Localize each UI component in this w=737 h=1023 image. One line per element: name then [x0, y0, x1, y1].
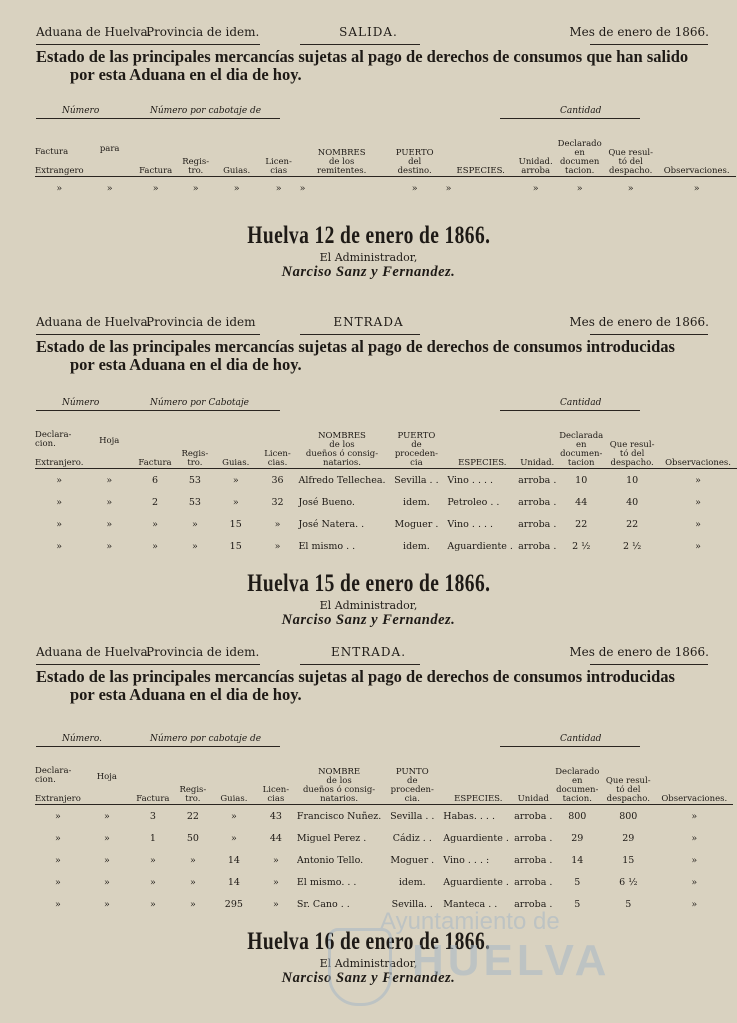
table-cell: »	[445, 182, 452, 194]
title-line-1: Estado de las principales mercancías sujetas al pago de derechos de consumos introducidas	[36, 337, 675, 356]
signature-place-date	[0, 222, 737, 250]
table-cell: 44	[575, 496, 588, 508]
table-cell: Moguer .	[390, 854, 435, 866]
table-cell: »	[56, 540, 63, 552]
table-cell: 14	[227, 854, 240, 866]
column-group-g1: Número	[62, 398, 100, 408]
column-header-top: Declara- cion.	[35, 430, 72, 449]
column-header-label: Que resul- tó del despacho.	[609, 440, 655, 468]
table-cell: »	[191, 540, 198, 552]
signature-block	[0, 222, 737, 281]
table-cell: 5	[574, 898, 581, 910]
table-cell: 22	[186, 810, 199, 822]
table-cell: arroba .	[514, 898, 553, 910]
merchandise-table	[35, 120, 736, 199]
province: Provincia de idem.	[146, 25, 260, 39]
section-2	[0, 312, 737, 374]
table-cell: 22	[575, 518, 588, 530]
column-header	[659, 412, 737, 469]
table-cell: 1	[149, 832, 156, 844]
table-cell: »	[299, 182, 306, 194]
table-cell: 3	[149, 810, 156, 822]
table-cell: Habas. . . .	[443, 810, 495, 822]
signature-role: El Administrador,	[319, 251, 418, 264]
table-cell: arroba .	[518, 496, 557, 508]
table-cell: »	[56, 518, 63, 530]
column-group-g3: Cantidad	[560, 398, 602, 408]
watermark-line2: HUELVA	[412, 936, 611, 985]
table-cell: Vino . . . :	[443, 854, 490, 866]
column-header	[446, 120, 516, 177]
title-line-1: Estado de las principales mercancías sujetas al pago de derechos de consumos introducidas	[36, 667, 675, 686]
table-cell: 5	[574, 876, 581, 888]
table-cell: Miguel Perez .	[296, 832, 367, 844]
column-header	[655, 748, 733, 805]
table-row	[35, 177, 736, 200]
column-header-label: Unidad. arroba	[518, 157, 553, 176]
section-1	[0, 22, 737, 84]
table-cell: »	[103, 810, 110, 822]
table-cell: 50	[186, 832, 199, 844]
title-line-2: por esta Aduana en el dia de hoy.	[70, 65, 302, 84]
place-date: Huelva 16 de enero de 1866.	[246, 928, 491, 955]
table-cell: arroba .	[518, 540, 557, 552]
table-cell: »	[272, 854, 279, 866]
table-cell: Sevilla. .	[391, 898, 433, 910]
table-cell: »	[627, 182, 634, 194]
column-header-label: Licen- cias	[265, 157, 292, 176]
column-header-label: Observaciones.	[665, 458, 731, 468]
table-cell: 36	[271, 474, 284, 486]
column-header	[133, 748, 173, 805]
watermark-line1: Ayuntamiento de	[380, 908, 560, 935]
column-header	[516, 120, 556, 177]
column-header	[175, 412, 215, 469]
column-header-label: ESPECIES.	[456, 166, 505, 176]
column-header-label: Factura	[139, 166, 173, 176]
table-cell: Francisco Nuñez.	[296, 810, 382, 822]
column-group-g1: Número	[62, 106, 100, 116]
table-cell: Antonio Tello.	[296, 854, 364, 866]
column-header-top: Hoja	[99, 436, 120, 446]
header-rule	[36, 664, 260, 665]
column-header	[255, 748, 297, 805]
title-line-2: por esta Aduana en el dia de hoy.	[70, 685, 302, 704]
column-header-label: Unidad.	[520, 458, 555, 468]
column-header-label: Guias.	[220, 794, 248, 804]
table-cell: »	[149, 898, 156, 910]
table-cell: »	[55, 854, 61, 866]
column-group-g1: Número.	[62, 734, 102, 744]
column-header	[601, 748, 655, 805]
table-cell: »	[192, 182, 199, 194]
table-cell: »	[691, 810, 698, 822]
column-group-rule	[120, 746, 280, 747]
table-cell: 43	[269, 810, 282, 822]
table-cell: 15	[622, 854, 635, 866]
table-cell: »	[56, 182, 63, 194]
table-cell: Sr. Cano . .	[296, 898, 350, 910]
table-cell: 10	[626, 474, 639, 486]
table-cell: arroba .	[514, 832, 553, 844]
table-cell: »	[103, 876, 110, 888]
column-header	[216, 120, 258, 177]
table-cell: »	[232, 474, 239, 486]
table-cell: »	[532, 182, 539, 194]
column-header-label: Regis- tro.	[182, 157, 210, 176]
title-line-1: Estado de las principales mercancías sujetas al pago de derechos de consumos que han salido	[36, 47, 689, 66]
table-cell: »	[56, 474, 63, 486]
column-header-label: Declarada en documen- tacion	[559, 431, 604, 468]
table-cell: »	[152, 540, 158, 552]
column-header-label: Guias.	[222, 458, 250, 468]
column-header	[213, 748, 255, 805]
table-cell: 2	[151, 496, 159, 508]
column-header	[257, 412, 299, 469]
table-header-row	[35, 412, 737, 469]
column-header	[517, 412, 557, 469]
table-cell: El mismo . .	[298, 540, 356, 552]
table-row	[35, 469, 737, 492]
column-header-bottom: Extranjero	[35, 794, 81, 804]
table-cell: idem.	[398, 876, 426, 888]
column-header	[136, 120, 176, 177]
column-header-label: Declarado en documen tacion.	[557, 139, 602, 176]
table-cell: »	[106, 518, 113, 530]
table-cell: »	[191, 518, 198, 530]
column-group-g2: Número por Cabotaje	[150, 398, 249, 408]
table-cell: 6	[151, 474, 159, 486]
column-header	[384, 120, 446, 177]
column-header	[84, 120, 136, 177]
table-cell: Sevilla . .	[390, 810, 435, 822]
table-cell: 14	[227, 876, 240, 888]
table-cell: 10	[575, 474, 588, 486]
movement-type: SALIDA.	[339, 25, 398, 39]
customs-office: Aduana de Huelva.	[36, 645, 152, 659]
column-header	[605, 412, 659, 469]
table-cell: 29	[571, 832, 584, 844]
table-cell: »	[55, 876, 61, 888]
column-group-rule	[500, 746, 640, 747]
statement-title	[0, 338, 737, 374]
column-header	[604, 120, 658, 177]
column-header-label: Que resul- tó del despacho.	[605, 776, 651, 804]
table-cell: Vino . . . .	[447, 518, 494, 530]
column-header	[386, 412, 448, 469]
table-cell: »	[189, 854, 196, 866]
column-header	[513, 748, 553, 805]
table-cell: Aguardiente .	[443, 832, 509, 844]
table-cell: »	[691, 854, 698, 866]
table-cell: 800	[568, 810, 587, 822]
table-cell: »	[106, 474, 113, 486]
table-cell: Cádiz . .	[392, 832, 432, 844]
table-cell: 5	[625, 898, 632, 910]
table-row	[35, 491, 737, 513]
column-header-label: Observaciones.	[661, 794, 728, 804]
signature-name: Narciso Sanz y Fernandez.	[281, 612, 456, 628]
table-row	[35, 513, 737, 535]
column-group-g2: Número por cabotaje de	[150, 734, 262, 744]
table-cell: »	[106, 182, 113, 194]
column-header-top: para	[99, 144, 120, 154]
column-group-g3: Cantidad	[560, 734, 602, 744]
table-cell: »	[695, 474, 701, 486]
section-header	[0, 22, 737, 44]
table-cell: »	[230, 832, 237, 844]
merchandise-table	[35, 748, 733, 915]
table-cell: 53	[188, 496, 201, 508]
table-cell: 295	[224, 898, 243, 910]
table-cell: »	[189, 898, 196, 910]
customs-office: Aduana de Huelva.	[36, 25, 152, 39]
table-cell: Sevilla . .	[394, 474, 439, 486]
column-header-label: Licen- cias.	[264, 449, 291, 468]
table-cell: arroba .	[514, 876, 553, 888]
column-group-g2: Número por cabotaje de	[150, 106, 262, 116]
column-group-rule	[500, 118, 640, 119]
signature-name: Narciso Sanz y Fernandez.	[281, 970, 456, 986]
column-header-label: PUERTO del destino.	[395, 148, 434, 176]
column-header-label: NOMBRE de los dueños ó consig- natarios.	[302, 767, 376, 804]
month-year: Mes de enero de 1866.	[569, 315, 709, 329]
column-header-label: Guias.	[223, 166, 251, 176]
table-cell: Aguardiente .	[443, 876, 509, 888]
column-header-label: PUNTO de proceden- cia.	[390, 767, 434, 804]
signature-block	[0, 570, 737, 629]
column-header-label: Regis- tro.	[181, 449, 209, 468]
table-cell: 2 ½	[572, 540, 591, 552]
column-header	[553, 748, 601, 805]
table-cell: 40	[626, 496, 639, 508]
column-header	[298, 412, 385, 469]
table-cell: 15	[229, 518, 242, 530]
section-header	[0, 312, 737, 334]
table-cell: »	[576, 182, 583, 194]
table-cell: »	[106, 496, 113, 508]
table-cell: »	[272, 898, 279, 910]
merchandise-table	[35, 412, 737, 557]
header-rule	[590, 664, 708, 665]
column-header-label: Declarado en documen- tacion.	[555, 767, 600, 804]
province: Provincia de idem.	[146, 645, 260, 659]
customs-office: Aduana de Huelva.	[36, 315, 152, 329]
table-cell: idem.	[403, 540, 430, 552]
table-cell: »	[272, 876, 279, 888]
table-row	[35, 535, 737, 557]
column-header	[35, 748, 81, 805]
statement-title	[0, 668, 737, 704]
column-header	[258, 120, 300, 177]
column-header-label: ESPECIES.	[454, 794, 503, 804]
title-line-2: por esta Aduana en el dia de hoy.	[70, 355, 302, 374]
column-header-label: Regis- tro.	[179, 785, 207, 804]
table-cell: »	[149, 854, 156, 866]
signature-name: Narciso Sanz y Fernandez.	[281, 264, 456, 280]
table-cell: »	[149, 876, 156, 888]
column-group-rule	[500, 410, 640, 411]
signature-role: El Administrador,	[319, 599, 418, 612]
statement-title	[0, 48, 737, 84]
table-cell: arroba .	[518, 518, 557, 530]
column-header-label: Observaciones.	[663, 166, 730, 176]
table-cell: »	[695, 496, 701, 508]
table-cell: »	[695, 540, 701, 552]
column-group-rule	[120, 118, 280, 119]
table-cell: José Bueno.	[298, 496, 355, 508]
column-header	[447, 412, 517, 469]
column-header	[658, 120, 736, 177]
movement-type: ENTRADA	[333, 315, 404, 329]
table-cell: »	[233, 182, 240, 194]
table-cell: »	[55, 810, 61, 822]
column-header-label: ESPECIES.	[458, 458, 507, 468]
table-cell: »	[232, 496, 239, 508]
table-cell: 800	[619, 810, 638, 822]
movement-type: ENTRADA.	[330, 645, 407, 659]
table-cell: José Natera. .	[298, 518, 365, 530]
place-date: Huelva 12 de enero de 1866.	[246, 222, 491, 249]
table-row	[35, 871, 733, 893]
table-cell: »	[152, 518, 158, 530]
table-cell: »	[274, 518, 281, 530]
table-cell: 2 ½	[622, 540, 642, 552]
section-header	[0, 642, 737, 664]
province: Provincia de idem	[146, 315, 256, 329]
table-cell: arroba .	[514, 854, 553, 866]
table-cell: »	[275, 182, 282, 194]
month-year: Mes de enero de 1866.	[569, 25, 709, 39]
column-header-label: NOMBRES de los remitentes.	[317, 148, 367, 176]
table-cell: arroba .	[514, 810, 553, 822]
header-rule	[36, 334, 260, 335]
header-rule	[300, 664, 420, 665]
column-header-label: Factura	[136, 794, 170, 804]
table-cell: idem.	[403, 496, 430, 508]
header-rule	[36, 44, 260, 45]
header-rule	[300, 334, 420, 335]
place-date: Huelva 15 de enero de 1866.	[246, 570, 491, 597]
table-header-row	[35, 748, 733, 805]
table-cell: 53	[188, 474, 201, 486]
column-group-g3: Cantidad	[560, 106, 602, 116]
table-cell: 14	[571, 854, 584, 866]
table-cell: 32	[271, 496, 284, 508]
header-rule	[300, 44, 420, 45]
table-cell: »	[230, 810, 237, 822]
column-header	[35, 120, 84, 177]
table-cell: »	[55, 898, 61, 910]
signature-role: El Administrador,	[319, 957, 418, 970]
month-year: Mes de enero de 1866.	[569, 645, 709, 659]
column-header-top: Declara- cion.	[35, 766, 72, 785]
table-cell: Petroleo . .	[447, 496, 500, 508]
column-header-label: PUERTO de proceden- cia	[394, 431, 439, 468]
table-cell: Moguer .	[394, 518, 439, 530]
column-header	[135, 412, 175, 469]
table-cell: 29	[622, 832, 635, 844]
table-cell: Aguardiente .	[447, 540, 513, 552]
table-cell: »	[56, 496, 63, 508]
column-header-bottom: Extranjero.	[35, 458, 84, 468]
column-header	[557, 412, 605, 469]
table-cell: »	[695, 518, 701, 530]
table-cell: arroba .	[518, 474, 557, 486]
table-cell: »	[411, 182, 418, 194]
column-header-label: Factura	[138, 458, 172, 468]
column-header	[35, 412, 83, 469]
table-cell: 44	[269, 832, 282, 844]
table-cell: »	[106, 540, 113, 552]
table-cell: »	[152, 182, 159, 194]
table-cell: »	[103, 854, 110, 866]
column-header-top: Hoja	[96, 772, 117, 782]
table-cell: »	[691, 832, 698, 844]
column-header-top: Factura	[35, 147, 69, 157]
column-header	[297, 748, 381, 805]
coat-of-arms-icon	[328, 928, 392, 1006]
column-header	[173, 748, 213, 805]
table-row	[35, 805, 733, 828]
header-rule	[590, 44, 708, 45]
table-cell: »	[189, 876, 196, 888]
table-row	[35, 849, 733, 871]
table-cell: El mismo. . .	[296, 876, 357, 888]
table-cell: »	[691, 898, 698, 910]
table-cell: Manteca . .	[443, 898, 498, 910]
column-header-label: Licen- cias	[262, 785, 290, 804]
table-cell: 22	[626, 518, 639, 530]
column-header-label: Unidad	[517, 794, 549, 804]
section-3	[0, 642, 737, 704]
table-cell: »	[103, 898, 110, 910]
table-cell: Vino . . . .	[447, 474, 494, 486]
table-cell: »	[103, 832, 110, 844]
column-header	[176, 120, 216, 177]
column-header-label: Que resul- tó del despacho.	[608, 148, 654, 176]
table-header-row	[35, 120, 736, 177]
signature-place-date	[0, 570, 737, 598]
table-cell: 15	[229, 540, 242, 552]
column-header	[443, 748, 513, 805]
column-header	[215, 412, 257, 469]
table-cell: Alfredo Tellechea.	[298, 474, 386, 486]
table-cell: 6 ½	[619, 876, 638, 888]
table-row	[35, 827, 733, 849]
column-header-bottom: Extrangero	[35, 166, 84, 176]
table-cell: »	[274, 540, 281, 552]
column-group-rule	[120, 410, 280, 411]
column-header	[556, 120, 604, 177]
column-header	[381, 748, 443, 805]
column-header	[300, 120, 384, 177]
archive-watermark	[320, 900, 660, 1010]
table-cell: »	[55, 832, 61, 844]
column-header	[83, 412, 135, 469]
table-cell: »	[691, 876, 698, 888]
table-cell: »	[693, 182, 700, 194]
header-rule	[590, 334, 708, 335]
column-header-label: NOMBRES de los dueños ó consig- natarios.	[305, 431, 379, 468]
column-header	[81, 748, 133, 805]
